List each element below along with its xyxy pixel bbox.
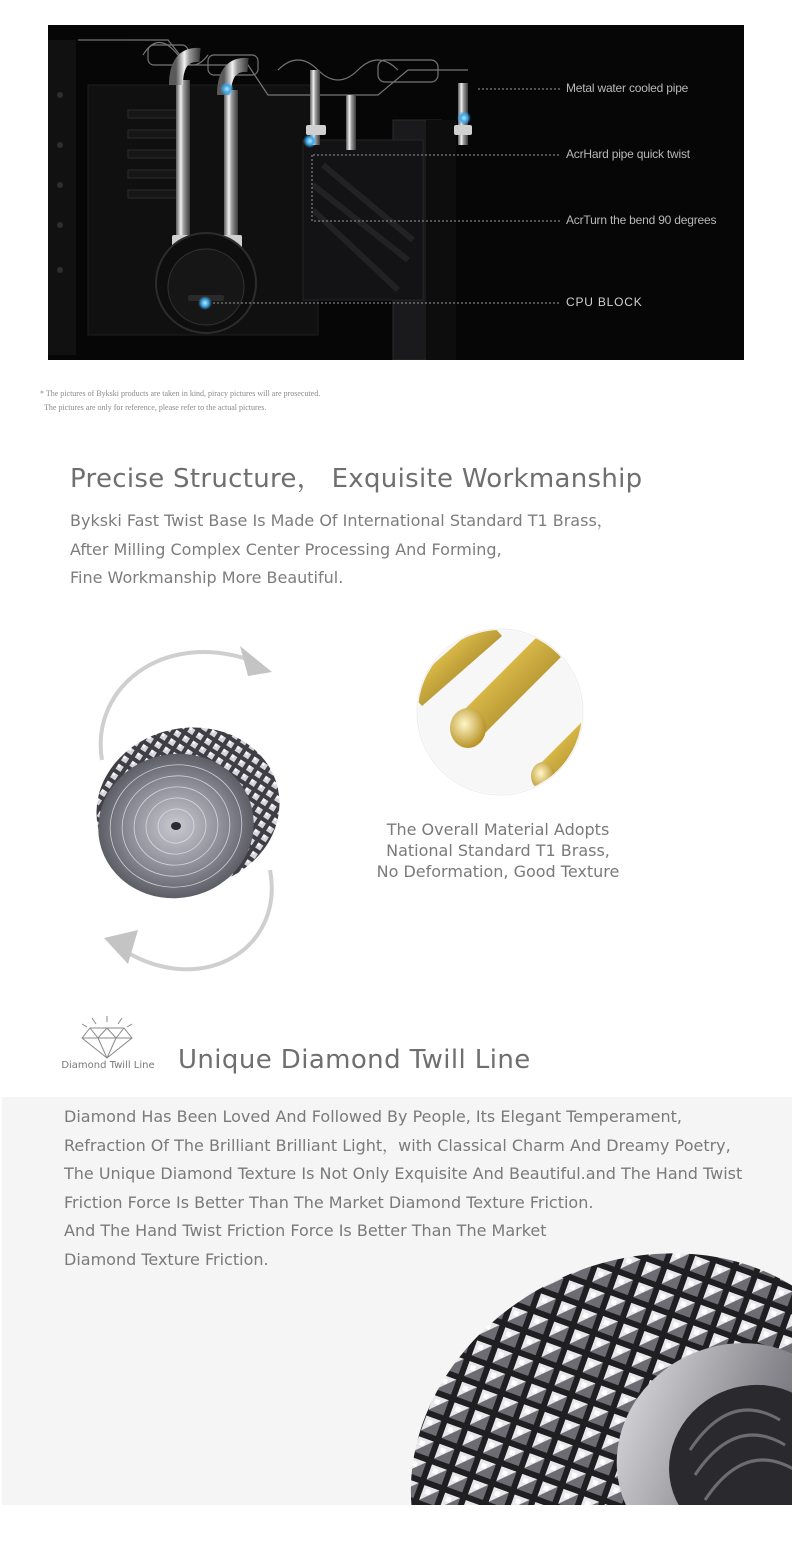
diamond-line: Diamond Texture Friction.: [64, 1249, 269, 1269]
brass-caption-line: National Standard T1 Brass,: [386, 841, 610, 860]
description-line: After Milling Complex Center Processing And Forming,: [70, 539, 502, 559]
section-description: [70, 507, 670, 593]
diamond-line: Diamond Has Been Loved And Followed By People, Its Elegant Temperament,: [64, 1107, 682, 1126]
callout-metal-pipe: Metal water cooled pipe: [566, 81, 689, 95]
diamond-line: Refraction Of The Brilliant Brilliant Light，with Classical Charm And Dreamy Poetry,: [64, 1135, 731, 1155]
brass-caption-line: The Overall Material Adopts: [386, 820, 610, 839]
callout-bend-90: AcrTurn the bend 90 degrees: [566, 213, 717, 227]
section-title-diamond-twill: Unique Diamond Twill Line: [178, 1045, 531, 1075]
description-line: Bykski Fast Twist Base Is Made Of International Standard T1 Brass，: [70, 511, 613, 530]
rotating-knob-illustration: [80, 630, 300, 990]
brass-caption-line: No Deformation, Good Texture: [376, 862, 620, 881]
brass-rods-image: [416, 628, 584, 796]
diamond-logo-caption: Diamond Twill Line: [61, 1060, 155, 1071]
arrow-head-bottom: [104, 930, 138, 964]
callout-cpu-block: CPU BLOCK: [566, 295, 643, 309]
disclaimer-line-2: The pictures are only for reference, please refer to the actual pictures.: [44, 403, 267, 412]
pc-watercooling-scene: [48, 25, 744, 360]
diamond-line: Friction Force Is Better Than The Market Diamond Texture Friction.: [64, 1192, 594, 1212]
callout-quick-twist: AcrHard pipe quick twist: [566, 147, 690, 161]
section-title-precise-structure: Precise Structure， Exquisite Workmanship: [70, 464, 643, 494]
brass-caption: [346, 819, 650, 882]
disclaimer-line-1: * The pictures of Bykski products are taken in kind, piracy pictures will are prosecuted.: [40, 389, 321, 398]
hero-image: [48, 25, 744, 360]
disclaimer: [40, 387, 320, 415]
knurled-knob-closeup: [390, 1250, 792, 1505]
arrow-head-top: [240, 646, 272, 676]
diamond-line: The Unique Diamond Texture Is Not Only Exquisite And Beautiful.and The Hand Twist: [64, 1164, 743, 1184]
diamond-description: [64, 1103, 764, 1275]
description-line: Fine Workmanship More Beautiful.: [70, 568, 344, 587]
diamond-icon: [78, 1014, 136, 1060]
diamond-line: And The Hand Twist Friction Force Is Better Than The Market: [64, 1221, 547, 1241]
